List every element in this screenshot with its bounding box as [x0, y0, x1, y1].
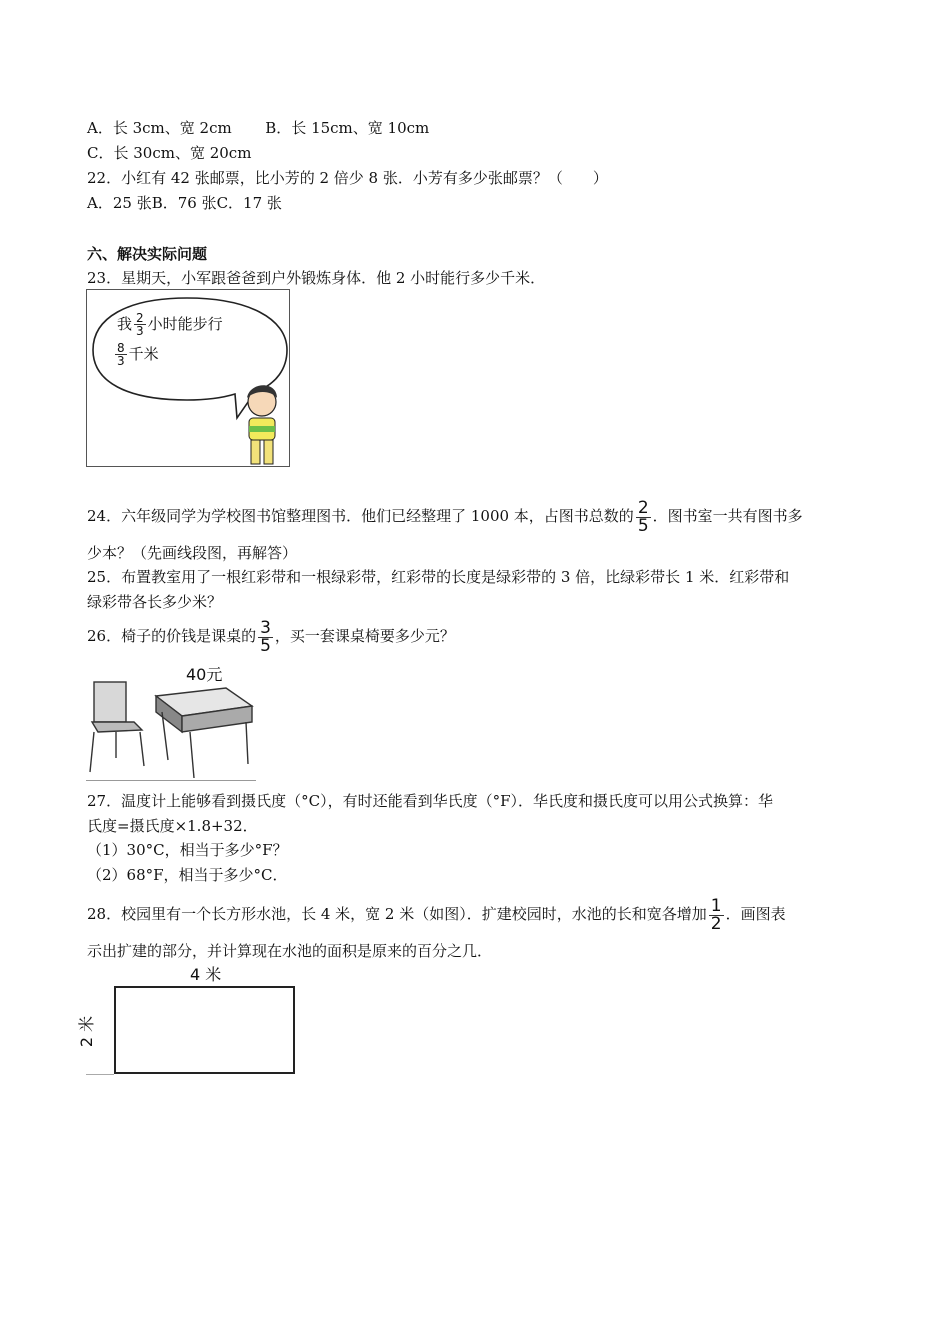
- q26-fraction: $\frac{3}{5}$: [260, 617, 271, 656]
- q24-line1: 24．六年级同学为学校图书馆整理图书．他们已经整理了 1000 本，占图书总数的 $\frac{2}{5}$ ．图书室一共有图书多: [87, 497, 803, 536]
- q28-figure: [77, 962, 298, 1076]
- q21-option-c: C．长 30cm、宽 20cm: [87, 144, 252, 162]
- q28-line1: 28．校园里有一个长方形水池，长 4 米，宽 2 米（如图）．扩建校园时，水池的长和宽各增加 $\frac{1}{2}$ ．画图表: [87, 895, 786, 934]
- q21-option-b: B．长 15cm、宽 10cm: [265, 119, 430, 137]
- q28-fraction: $\frac{1}{2}$: [710, 895, 722, 934]
- baseline-divider: [86, 1074, 114, 1075]
- bubble-line1: 我 $\frac{2}{3}$ 小时能步行: [117, 311, 223, 338]
- q27-sub1: （1）30°C，相当于多少°F？: [87, 841, 288, 859]
- q27-sub2: （2）68°F，相当于多少°C．: [87, 866, 288, 884]
- desk-chair-illustration: [86, 660, 256, 778]
- q28-line2: 示出扩建的部分，并计算现在水池的面积是原来的百分之几．: [87, 942, 493, 960]
- width-label: 2 米: [77, 1015, 97, 1048]
- pond-rectangle: [114, 986, 295, 1074]
- q27-line1: 27．温度计上能够看到摄氏度（°C），有时还能看到华氏度（°F）．华氏度和摄氏度可以用公式换算：华: [87, 792, 773, 810]
- q22-text: 22．小红有 42 张邮票，比小芳的 2 倍少 8 张．小芳有多少张邮票？（ ）: [87, 169, 608, 187]
- q22-options: A．25 张B．76 张C．17 张: [87, 194, 282, 212]
- chair-icon: [90, 682, 144, 772]
- boy-icon: [247, 385, 277, 464]
- q24-fraction: $\frac{2}{5}$: [637, 497, 649, 536]
- bubble-line2: $\frac{8}{3}$ 千米: [117, 341, 159, 368]
- q26-text: 26．椅子的价钱是课桌的 $\frac{3}{5}$ ，买一套课桌椅要多少元？: [87, 617, 455, 656]
- q23-figure: [86, 289, 290, 467]
- q24-line2: 少本？（先画线段图，再解答）: [87, 544, 298, 562]
- price-label: 40元: [186, 665, 223, 684]
- q26-figure: [86, 660, 256, 781]
- q21-options-row: [87, 118, 429, 138]
- q27-line2: 氏度=摄氏度×1.8+32．: [87, 817, 258, 835]
- q21-option-a: A．长 3cm、宽 2cm: [87, 119, 232, 137]
- section-title: 六、解决实际问题: [87, 245, 208, 263]
- length-label: 4 米: [190, 965, 222, 984]
- q23-text: 23．星期天，小军跟爸爸到户外锻炼身体．他 2 小时能行多少千米．: [87, 269, 546, 287]
- desk-icon: [156, 688, 252, 778]
- q25-line2: 绿彩带各长多少米？: [87, 593, 223, 611]
- q25-line1: 25．布置教室用了一根红彩带和一根绿彩带，红彩带的长度是绿彩带的 3 倍，比绿彩带长 1 米．红彩带和: [87, 568, 790, 586]
